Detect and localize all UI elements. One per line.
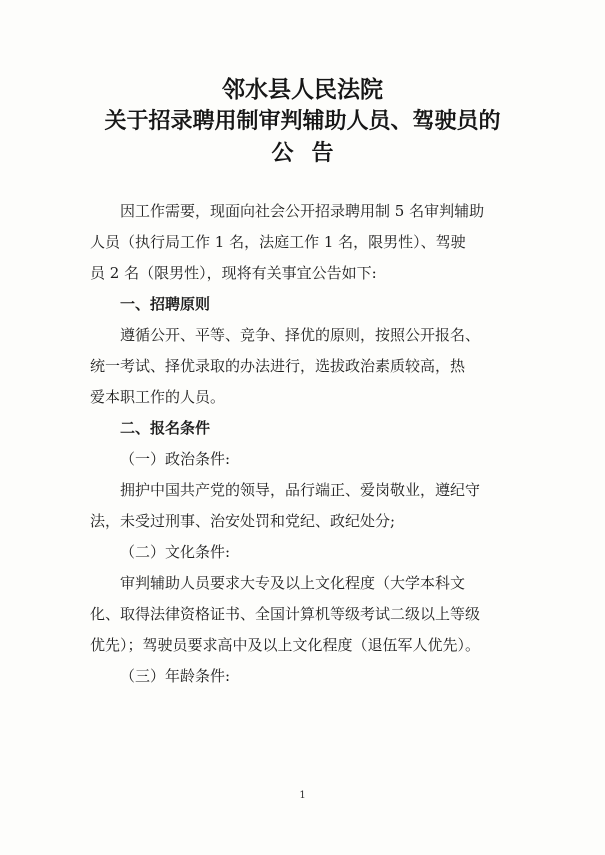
paragraph-line: 人员（执行局工作 1 名，法庭工作 1 名，限男性）、驾驶 [90, 233, 466, 251]
subsection-heading: （二）文化条件: [120, 543, 231, 561]
title-subject: 关于招录聘用制审判辅助人员、驾驶员的 [104, 109, 501, 134]
title-notice: 公告 [271, 141, 352, 166]
announcement-body [90, 196, 528, 692]
section-heading: 二、报名条件 [120, 419, 211, 437]
page-number: 1 [299, 790, 306, 801]
subsection-heading: （三）年龄条件: [120, 667, 231, 685]
paragraph-line: 化、取得法律资格证书、全国计算机等级考试二级以上等级 [90, 605, 481, 623]
paragraph-line: 员 2 名（限男性），现将有关事宜公告如下: [90, 264, 377, 282]
section-heading: 一、招聘原则 [120, 295, 211, 313]
paragraph-line: 审判辅助人员要求大专及以上文化程度（大学本科文 [120, 574, 466, 592]
paragraph-line: 拥护中国共产党的领导，品行端正、爱岗敬业，遵纪守 [120, 481, 481, 499]
announcement-title [0, 74, 605, 170]
title-court-name: 邻水县人民法院 [222, 77, 383, 103]
paragraph-line: 法，未受过刑事、治安处罚和党纪、政纪处分; [90, 512, 396, 530]
paragraph-line: 统一考试、择优录取的办法进行，选拔政治素质较高，热 [90, 357, 466, 375]
subsection-heading: （一）政治条件: [120, 450, 231, 468]
paragraph-line: 因工作需要，现面向社会公开招录聘用制 5 名审判辅助 [120, 202, 485, 220]
paragraph-line: 爱本职工作的人员。 [90, 388, 226, 406]
paragraph-line: 优先）；驾驶员要求高中及以上文化程度（退伍军人优先）。 [90, 636, 481, 654]
paragraph-line: 遵循公开、平等、竞争、择优的原则，按照公开报名、 [120, 326, 481, 344]
